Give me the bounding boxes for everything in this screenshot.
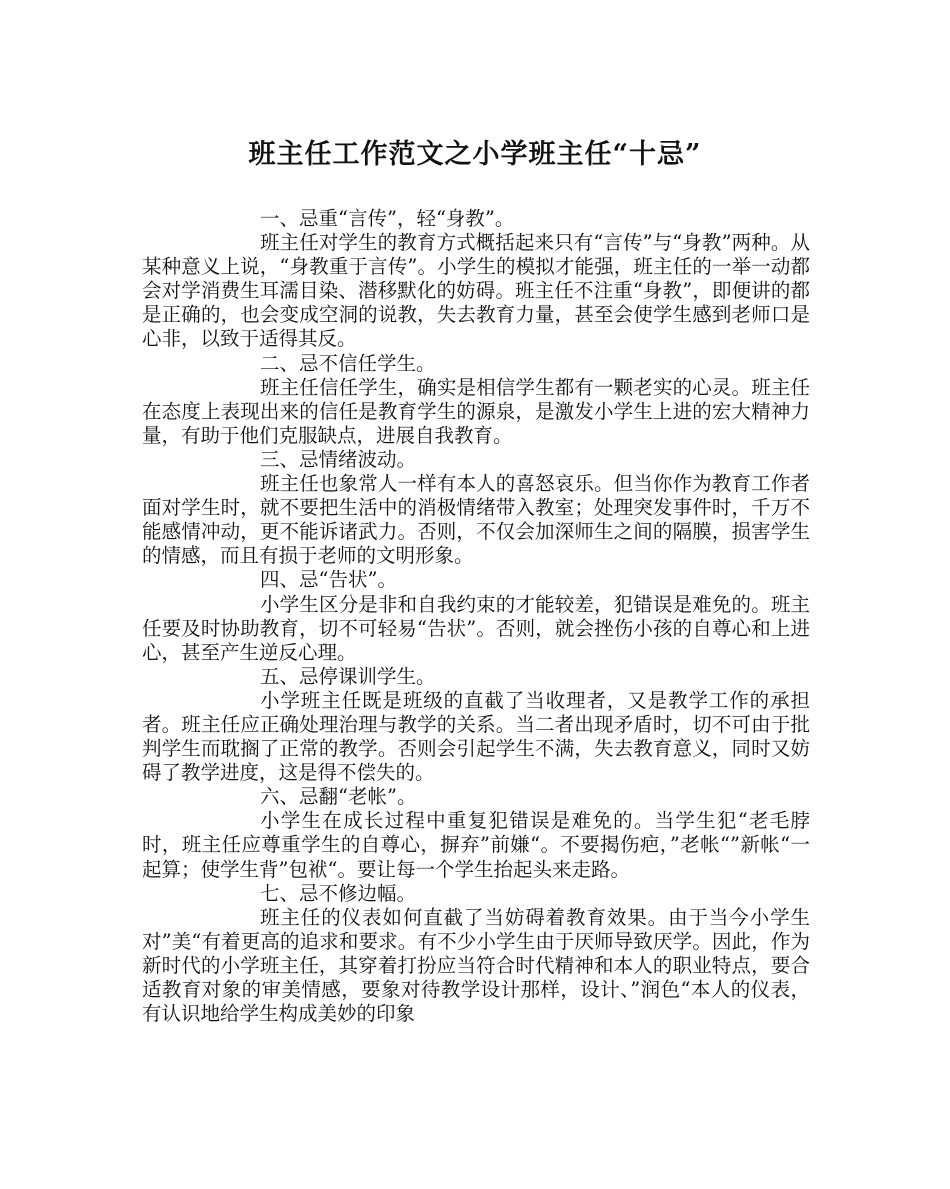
section-paragraph-6: 小学生在成长过程中重复犯错误是难免的。当学生犯“老毛脖时，班主任应尊重学生的自尊心，摒弃”前嫌“。不要揭伤疤，”老帐“”新帐“一起算；使学生背”包袱“。要让每一个学生抬起头来走路。 xyxy=(142,809,810,881)
section-paragraph-5: 小学班主任既是班级的直截了当收理者，又是教学工作的承担者。班主任应正确处理治理与教学的关系。当二者出现矛盾时，切不可由于批判学生而耽搁了正常的教学。否则会引起学生不满，失去教育意义，同时又妨碍了教学进度，这是得不偿失的。 xyxy=(142,688,810,785)
section-paragraph-7: 班主任的仪表如何直截了当妨碍着教育效果。由于当今小学生对”美“有着更高的追求和要求。有不少小学生由于厌师导致厌学。因此，作为新时代的小学班主任，其穿着打扮应当符合时代精神和本人的职业特点，要合适教育对象的审美情感，要象对待教学设计那样，设计、”润色“本人的仪表，有认识地给学生构成美妙的印象 xyxy=(142,905,810,1026)
section-paragraph-4: 小学生区分是非和自我约束的才能较差，犯错误是难免的。班主任要及时协助教育，切不可轻易“告状”。否则，就会挫伤小孩的自尊心和上进心，甚至产生逆反心理。 xyxy=(142,592,810,664)
document-title: 班主任工作范文之小学班主任“十忌” xyxy=(248,139,702,170)
section-heading-4: 四、忌“告状”。 xyxy=(260,568,397,592)
section-heading-3: 三、忌情绪波动。 xyxy=(260,447,417,471)
document-body xyxy=(142,207,810,1026)
section-heading-1: 一、忌重“言传”，轻“身教”。 xyxy=(260,207,515,230)
section-heading-7: 七、忌不修边幅。 xyxy=(260,881,417,905)
section-heading-5: 五、忌停课训学生。 xyxy=(260,664,436,688)
section-heading-2: 二、忌不信任学生。 xyxy=(260,351,436,375)
section-heading-6: 六、忌翻“老帐”。 xyxy=(260,785,417,809)
section-paragraph-3: 班主任也象常人一样有本人的喜怒哀乐。但当你作为教育工作者面对学生时，就不要把生活中的消极情绪带入教室；处理突发事件时，千万不能感情冲动，更不能诉诸武力。否则，不仅会加深师生之间的隔膜，损害学生的情感，而且有损于老师的文明形象。 xyxy=(142,472,810,568)
section-paragraph-1: 班主任对学生的教育方式概括起来只有“言传”与“身教”两种。从某种意义上说，“身教重于言传”。小学生的模拟才能强，班主任的一举一动都会对学消费生耳濡目染、潜移默化的妨碍。班主任不注重“身教”，即便讲的都是正确的，也会变成空洞的说教，失去教育力量，甚至会使学生感到老师口是心非，以致于适得其反。 xyxy=(142,231,810,351)
section-paragraph-2: 班主任信任学生，确实是相信学生都有一颗老实的心灵。班主任在态度上表现出来的信任是教育学生的源泉，是激发小学生上进的宏大精神力量，有助于他们克服缺点，进展自我教育。 xyxy=(142,375,810,447)
